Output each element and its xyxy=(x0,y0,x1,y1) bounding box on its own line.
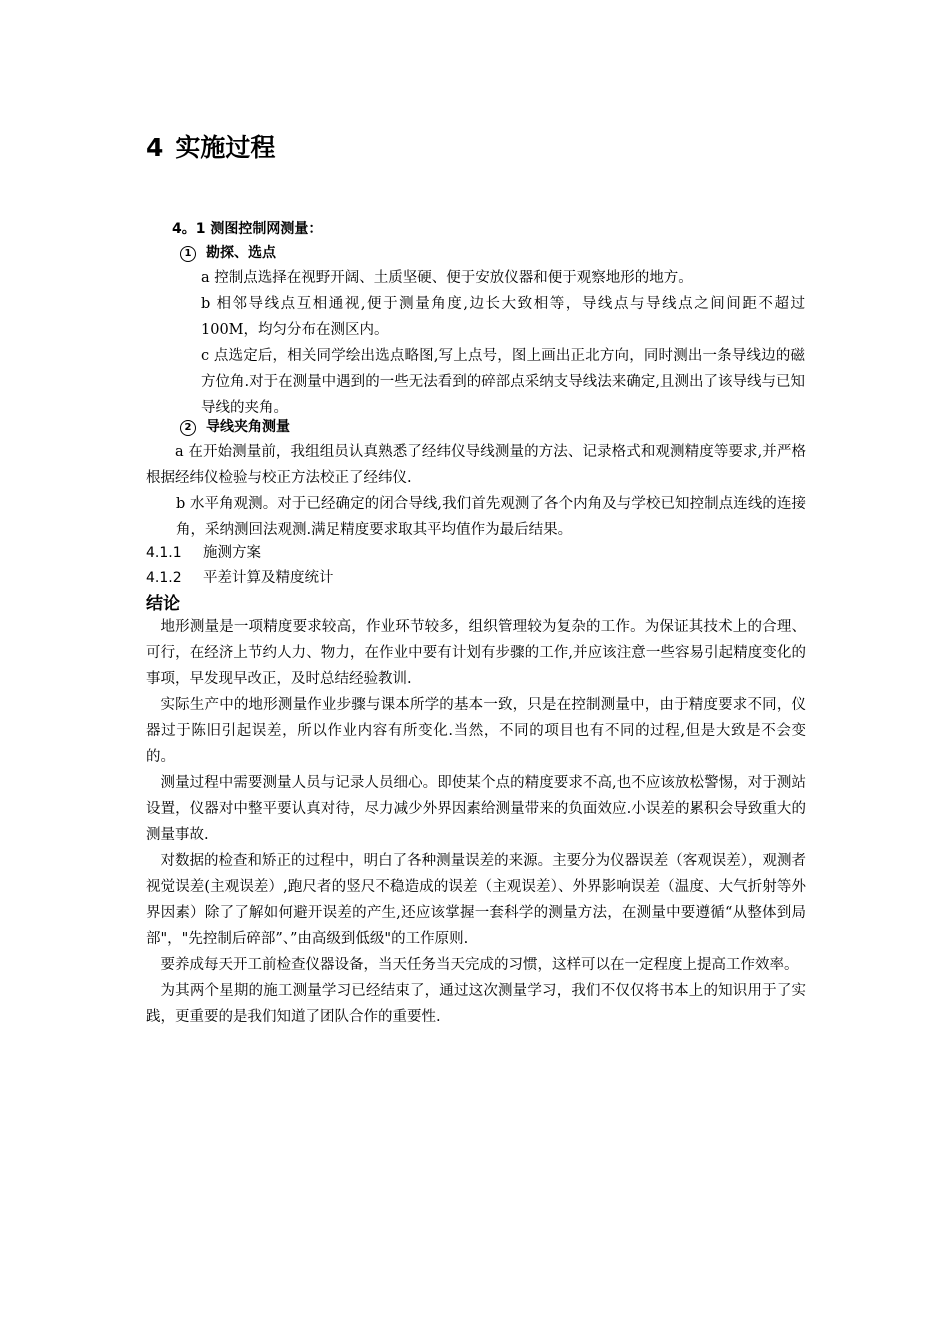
subsection-4-1-2 xyxy=(146,567,334,589)
chapter-title: 实施过程 xyxy=(175,133,276,162)
circled-number-1: 1 xyxy=(180,246,196,262)
item-title: 勘探、选点 xyxy=(206,245,276,261)
conclusion-para: 地形测量是一项精度要求较高，作业环节较多，组织管理较为复杂的工作。为保证其技术上的合理、可行，在经济上节约人力、物力，在作业中要有计划有步骤的工作,并应该注意一些容易引起精度变化的事项，早发现早改正，及时总结经验教训. xyxy=(146,619,806,687)
subsection-4-1-1 xyxy=(146,542,261,564)
conclusion-para: 测量过程中需要测量人员与记录人员细心。即使某个点的精度要求不高,也不应该放松警惕，对于测站设置，仪器对中整平要认真对待，尽力减少外界因素给测量带来的负面效应.小误差的累积会导致重大的测量事故. xyxy=(146,775,806,843)
conclusion-body xyxy=(146,614,806,1030)
item1-para-b: b 相邻导线点互相通视,便于测量角度,边长大致相等，导线点与导线点之间间距不超过 100M，均匀分布在测区内。 xyxy=(201,296,805,338)
subsection-number: 4.1.2 xyxy=(146,570,182,586)
conclusion-para: 为其两个星期的施工测量学习已经结束了，通过这次测量学习，我们不仅仅将书本上的知识用于了实践，更重要的是我们知道了团队合作的重要性. xyxy=(146,983,806,1025)
item1-para-c: c 点选定后，相关同学绘出选点略图,写上点号，图上画出正北方向，同时测出一条导线边的磁方位角.对于在测量中遇到的一些无法看到的碎部点采纳支导线法来确定,且测出了该导线与已知导线的夹角。 xyxy=(201,348,805,416)
subsection-title: 施测方案 xyxy=(203,545,261,561)
section-heading-4-1: 4。1 测图控制网测量： xyxy=(172,221,323,237)
conclusion-para: 对数据的检查和矫正的过程中，明白了各种测量误差的来源。主要分为仪器误差（客观误差），观测者视觉误差(主观误差）,跑尺者的竖尺不稳造成的误差（主观误差）、外界影响误差（温度、大气折射等外界因素）除了了解如何避开误差的产生,还应该掌握一套科学的测量方法，在测量中要遵循“从整体到局部"，"先控制后碎部”、”由高级到低级"的工作原则. xyxy=(146,853,806,947)
item1-para-a: a 控制点选择在视野开阔、土质坚硬、便于安放仪器和便于观察地形的地方。 xyxy=(201,270,693,286)
item1-body xyxy=(201,265,805,421)
subsection-title: 平差计算及精度统计 xyxy=(203,570,334,586)
item-title: 导线夹角测量 xyxy=(206,419,290,435)
conclusion-para: 实际生产中的地形测量作业步骤与课本所学的基本一致，只是在控制测量中，由于精度要求不同，仪器过于陈旧引起误差，所以作业内容有所变化.当然，不同的项目也有不同的过程,但是大致是不会变的。 xyxy=(146,697,806,765)
item-heading-angle-measure xyxy=(180,417,290,437)
chapter-heading xyxy=(146,130,275,166)
item-heading-survey-site xyxy=(180,243,276,263)
item2-body xyxy=(146,439,806,543)
chapter-number: 4 xyxy=(146,133,164,162)
circled-number-2: 2 xyxy=(180,420,196,436)
conclusion-para: 要养成每天开工前检查仪器设备，当天任务当天完成的习惯，这样可以在一定程度上提高工作效率。 xyxy=(160,957,799,973)
conclusion-heading: 结论 xyxy=(146,594,180,614)
item2-para-b: b 水平角观测。对于已经确定的闭合导线,我们首先观测了各个内角及与学校已知控制点连线的连接角，采纳测回法观测.满足精度要求取其平均值作为最后结果。 xyxy=(176,496,806,538)
subsection-number: 4.1.1 xyxy=(146,545,182,561)
item2-para-a: a 在开始测量前，我组组员认真熟悉了经纬仪导线测量的方法、记录格式和观测精度等要求,并严格根据经纬仪检验与校正方法校正了经纬仪. xyxy=(146,444,806,486)
